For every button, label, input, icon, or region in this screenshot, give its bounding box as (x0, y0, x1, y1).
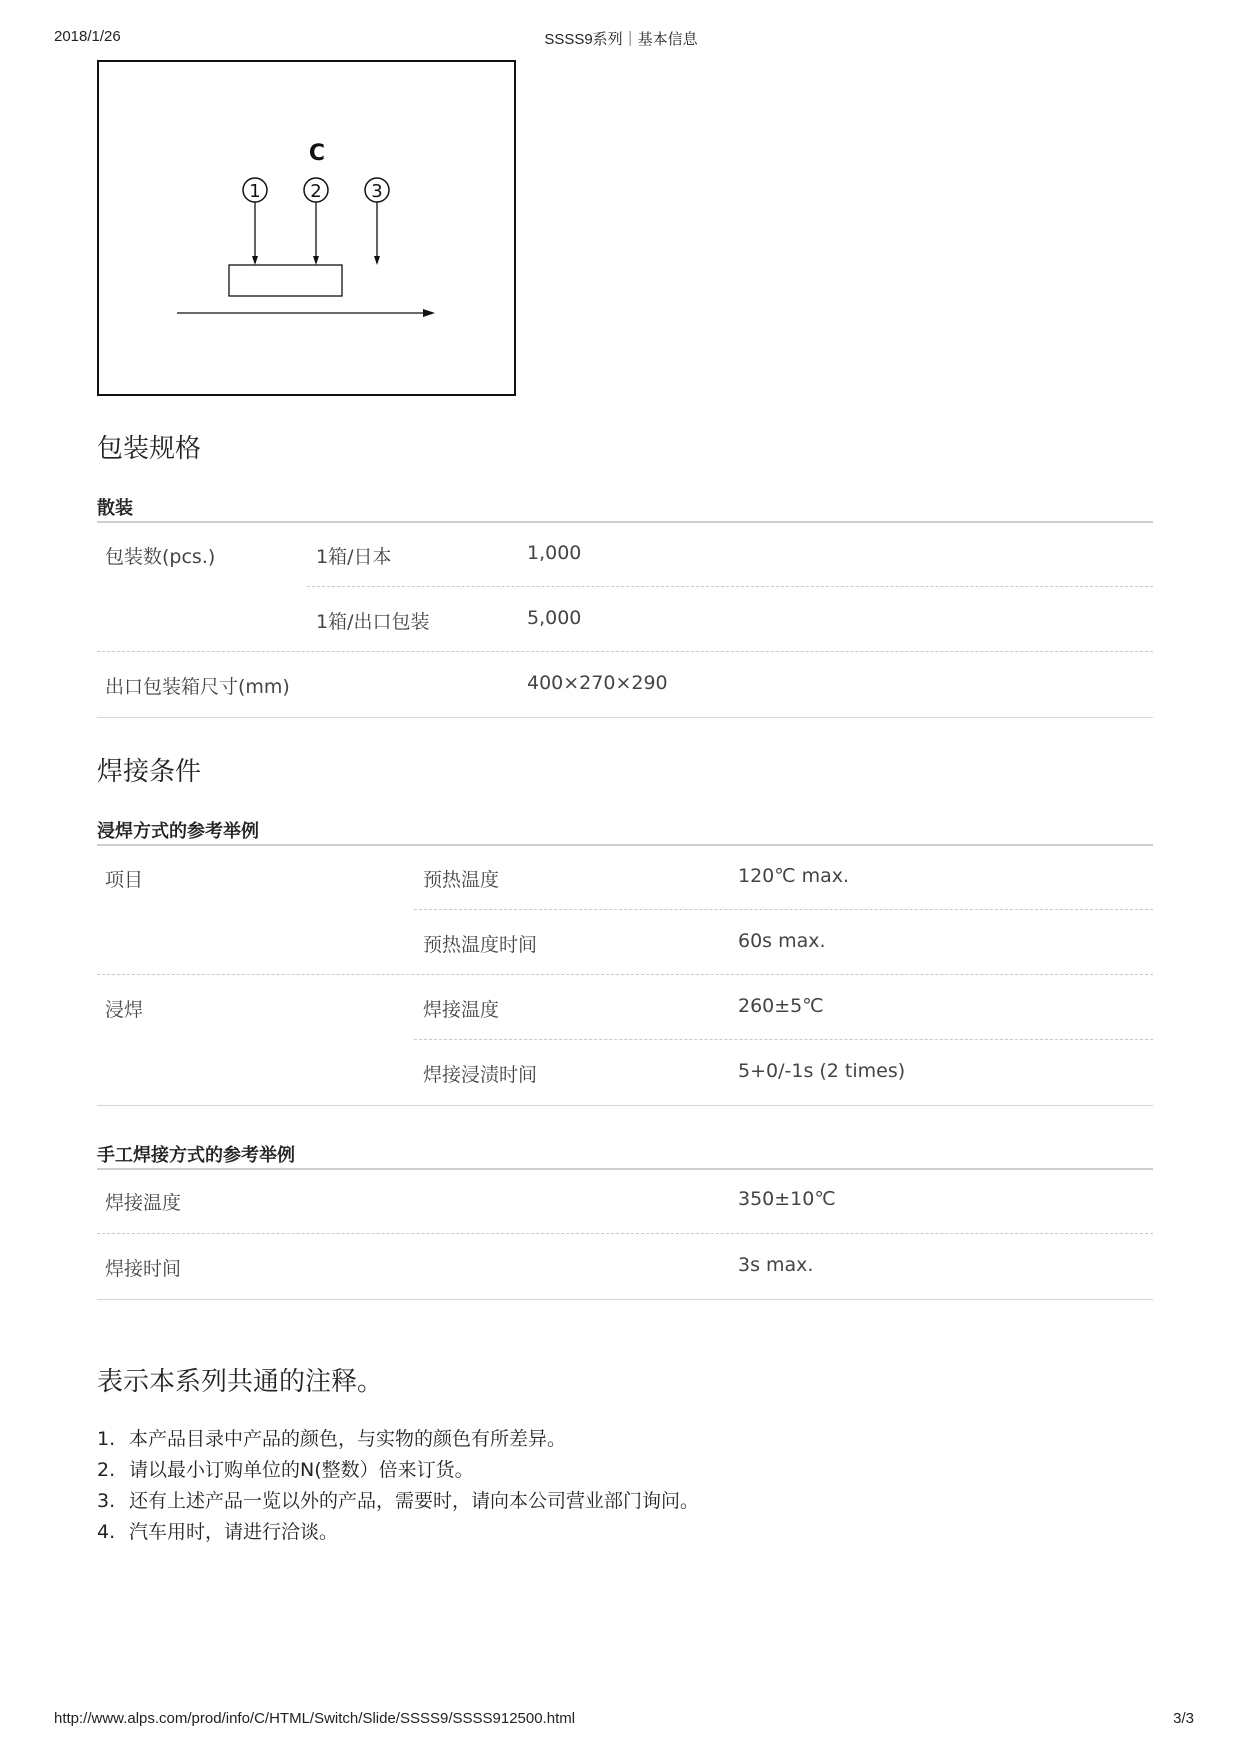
packaging-title: 包装规格 (97, 434, 202, 464)
svg-text:1: 1 (249, 181, 261, 202)
svg-text:3: 3 (371, 181, 383, 202)
packaging-box-value: 400×270×290 (527, 672, 668, 694)
manual-time-value: 3s max. (738, 1254, 814, 1276)
solder-temp-value: 260±5℃ (738, 995, 824, 1017)
component-block (229, 265, 342, 296)
svg-text:2: 2 (310, 181, 322, 202)
manual-time-label: 焊接时间 (105, 1258, 182, 1280)
preheat-temp-label: 预热温度 (423, 869, 500, 891)
dip-subtitle: 浸焊方式的参考举例 (97, 821, 259, 842)
note-item: 3. 还有上述产品一览以外的产品，需要时，请向本公司营业部门询问。 (97, 1490, 700, 1512)
solder-temp-label: 焊接温度 (423, 999, 500, 1021)
soldering-title: 焊接条件 (97, 757, 202, 787)
page-number: 3/3 (1173, 1710, 1194, 1727)
soldering-direction-diagram (97, 60, 516, 396)
dip-time-label: 焊接浸渍时间 (423, 1064, 538, 1086)
dip-time-value: 5+0/-1s (2 times) (738, 1060, 906, 1082)
note-item: 1. 本产品目录中产品的颜色，与实物的颜色有所差异。 (97, 1428, 567, 1450)
print-date: 2018/1/26 (54, 28, 121, 45)
manual-subtitle: 手工焊接方式的参考举例 (97, 1145, 295, 1166)
packaging-table-top-rule (97, 521, 1153, 523)
manual-temp-value: 350±10℃ (738, 1188, 836, 1210)
packaging-export-value: 5,000 (527, 607, 582, 629)
manual-temp-label: 焊接温度 (105, 1192, 182, 1214)
packaging-export-label: 1箱/出口包装 (316, 611, 430, 633)
preheat-time-value: 60s max. (738, 930, 826, 952)
dip-item-label: 项目 (105, 869, 144, 891)
preheat-temp-value: 120℃ max. (738, 865, 850, 887)
notes-list (97, 1424, 699, 1548)
page-url: http://www.alps.com/prod/info/C/HTML/Switch/Slide/SSSS9/SSSS912500.html (54, 1710, 576, 1727)
packaging-japan-label: 1箱/日本 (316, 546, 392, 568)
packaging-box-label: 出口包装箱尺寸(mm) (105, 676, 290, 698)
packaging-qty-label: 包装数(pcs.) (105, 546, 216, 568)
diagram-label-c: C (308, 141, 326, 166)
preheat-time-label: 预热温度时间 (423, 934, 538, 956)
note-item: 2. 请以最小订购单位的N(整数）倍来订货。 (97, 1459, 474, 1481)
packaging-japan-value: 1,000 (527, 542, 582, 564)
packaging-subtitle: 散装 (97, 498, 133, 519)
notes-title: 表示本系列共通的注释。 (97, 1367, 384, 1397)
page-title: SSSS9系列｜基本信息 (544, 31, 698, 48)
note-item: 4. 汽车用时，请进行洽谈。 (97, 1521, 339, 1543)
dip-label: 浸焊 (105, 999, 144, 1021)
